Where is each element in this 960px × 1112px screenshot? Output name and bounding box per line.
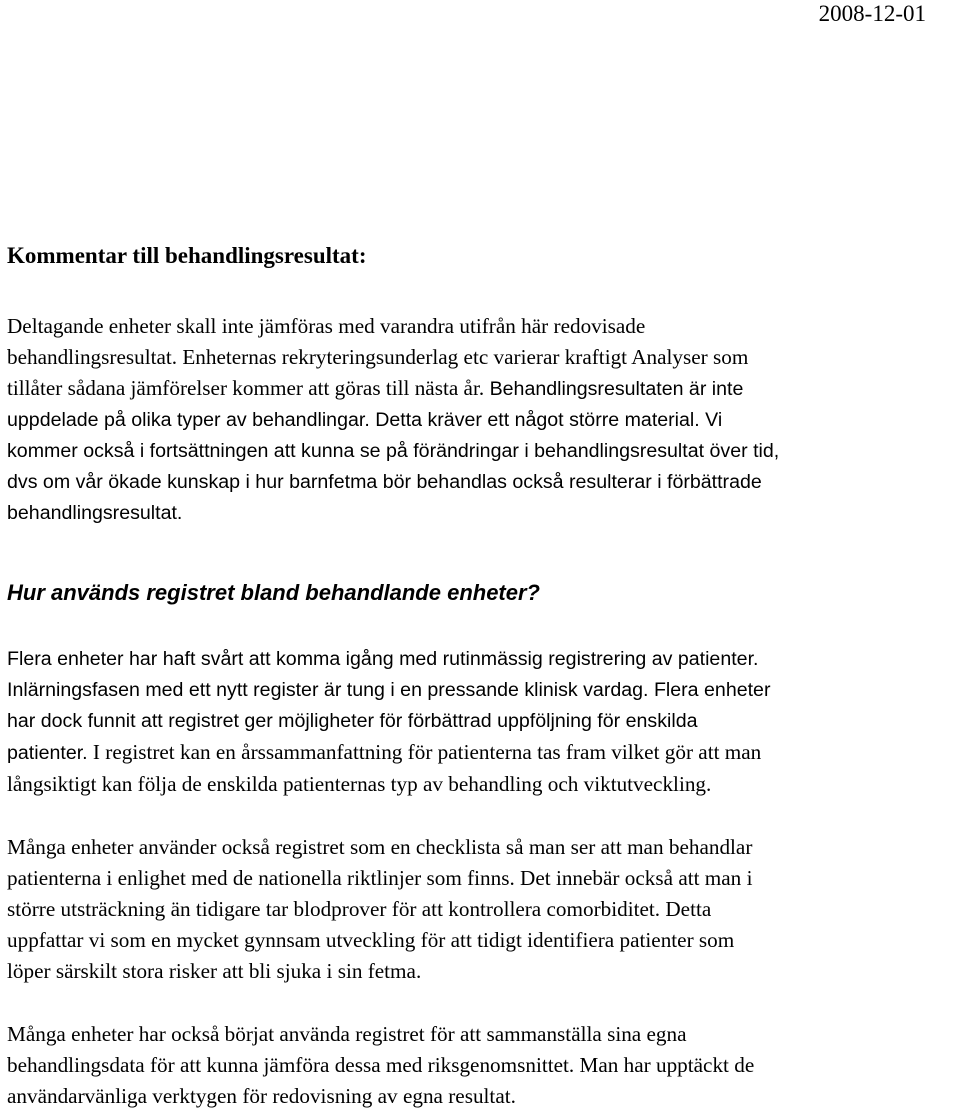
paragraph-registry-difficulties [7, 644, 955, 800]
text-line: har dock funnit att registret ger möjligheter för förbättrad uppföljning för enskilda [7, 710, 698, 732]
text-line: behandlingsresultat. Enheternas rekryteringsunderlag etc varierar kraftigt Analyser som [7, 345, 749, 369]
text-line: större utsträckning än tidigare tar blodprover för att kontrollera comorbiditet. Detta [7, 897, 712, 921]
text-line: patienterna i enlighet med de nationella riktlinjer som finns. Det innebär också att man i [7, 866, 753, 890]
document-date: 2008-12-01 [818, 1, 926, 26]
paragraph-treatment-comment [7, 311, 955, 529]
text-line [7, 737, 955, 769]
text-line: löper särskilt stora risker att bli sjuka i sin fetma. [7, 959, 422, 983]
text-line: uppdelade på olika typer av behandlingar. Detta kräver ett något större material. Vi [7, 409, 723, 431]
text-line: Många enheter har också börjat använda registret för att sammanställa sina egna [7, 1022, 687, 1046]
text-span: Behandlingsresultaten är inte [484, 378, 744, 400]
text-line: användarvänliga verktygen för redovisning av egna resultat. [7, 1084, 516, 1108]
text-line [7, 373, 955, 405]
text-span: I registret kan en årssammanfattning för patienterna tas fram vilket gör att man [87, 740, 762, 764]
paragraph-registry-checklist [7, 832, 955, 987]
text-line: dvs om vår ökade kunskap i hur barnfetma bör behandlas också resulterar i förbättrade [7, 471, 762, 493]
text-line: kommer också i fortsättningen att kunna se på förändringar i behandlingsresultat över tid, [7, 440, 780, 462]
text-line: långsiktigt kan följa de enskilda patienternas typ av behandling och viktutveckling. [7, 772, 712, 796]
paragraph-registry-comparison [7, 1019, 955, 1112]
text-span: patienter. [7, 742, 88, 764]
text-line: Flera enheter har haft svårt att komma igång med rutinmässig registrering av patienter. [7, 648, 759, 670]
text-line: Inlärningsfasen med ett nytt register är tung i en pressande klinisk vardag. Flera enheter [7, 679, 771, 701]
text-line: behandlingsdata för att kunna jämföra dessa med riksgenomsnittet. Man har upptäckt de [7, 1053, 755, 1077]
text-line: uppfattar vi som en mycket gynnsam utveckling för att tidigt identifiera patienter som [7, 928, 735, 952]
section-heading-registry-usage: Hur används registret bland behandlande enheter? [7, 580, 540, 605]
document-body [7, 240, 955, 1112]
text-line: Många enheter använder också registret som en checklista så man ser att man behandlar [7, 835, 753, 859]
text-span: tillåter sådana jämförelser kommer att göras till nästa år. [7, 376, 485, 400]
section-heading-treatment-results: Kommentar till behandlingsresultat: [7, 243, 367, 268]
text-line: behandlingsresultat. [7, 502, 183, 524]
text-line: Deltagande enheter skall inte jämföras med varandra utifrån här redovisade [7, 314, 646, 338]
